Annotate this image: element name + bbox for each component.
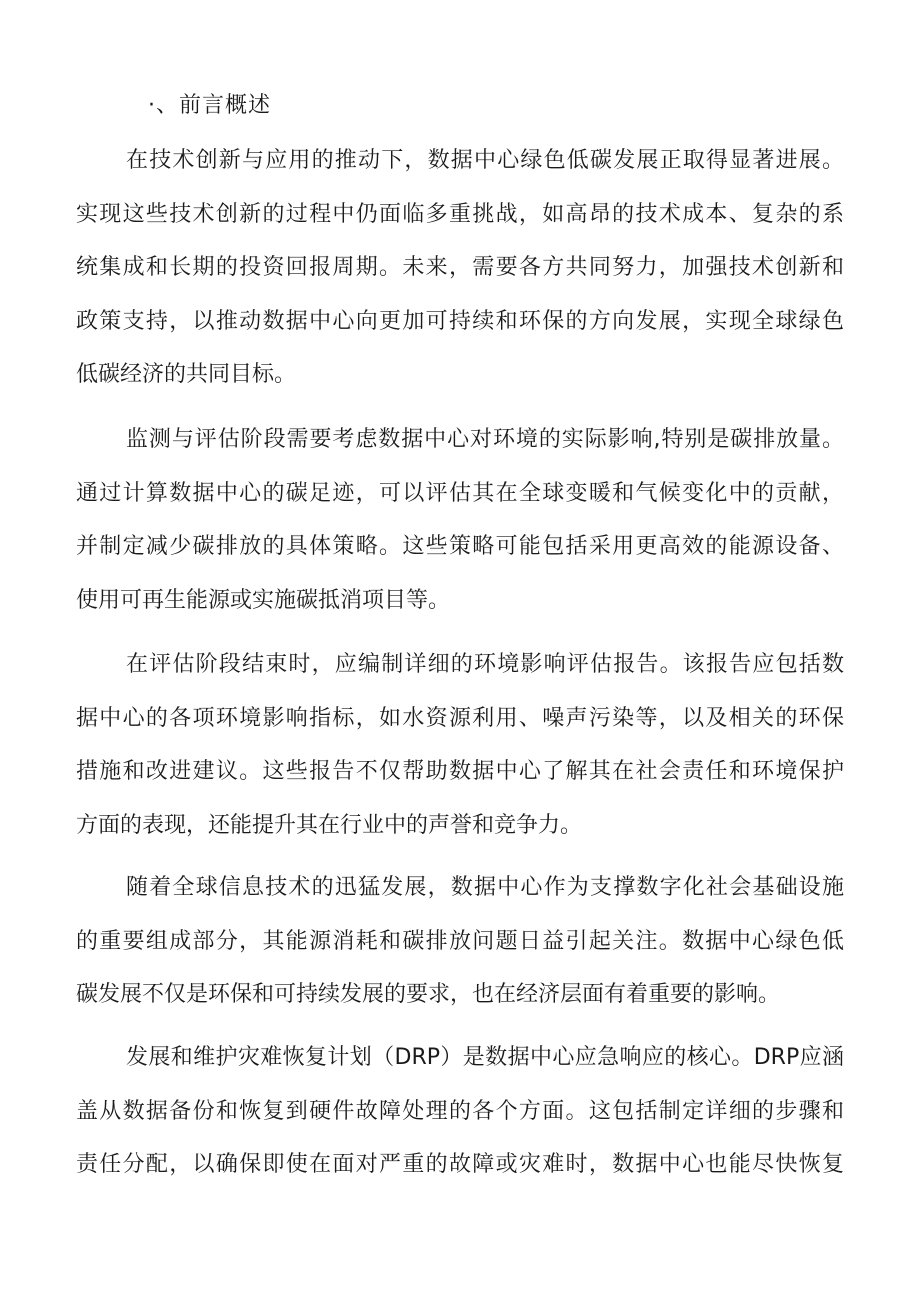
text-line: 的重要组成部分，其能源消耗和碳排放问题日益引起关注。数据中心绿色低 xyxy=(76,928,844,954)
text-line: 在技术创新与应用的推动下，数据中心绿色低碳发展正取得显著进展。 xyxy=(126,148,844,173)
text-line: 发展和维护灾难恢复计划（DRP）是数据中心应急响应的核心。DRP应涵 xyxy=(126,1045,844,1070)
paragraph-5 xyxy=(76,1040,844,1201)
paragraph-2 xyxy=(76,422,844,636)
text-line: 统集成和长期的投资回报周期。未来，需要各方共同努力，加强技术创新和 xyxy=(76,255,844,280)
text-line: 碳发展不仅是环保和可持续发展的要求，也在经济层面有着重要的影响。 xyxy=(76,982,781,1007)
paragraph-1 xyxy=(76,143,844,411)
text-line: 盖从数据备份和恢复到硬件故障处理的各个方面。这包括制定详细的步骤和 xyxy=(76,1098,844,1124)
text-line: 在评估阶段结束时，应编制详细的环境影响评估报告。该报告应包括数 xyxy=(126,652,844,677)
text-line: 使用可再生能源或实施碳抵消项目等。 xyxy=(76,587,451,613)
text-line: 实现这些技术创新的过程中仍面临多重挑战，如高昂的技术成本、复杂的系 xyxy=(76,201,844,227)
section-heading: ·、前言概述 xyxy=(148,93,271,118)
text-line: 并制定减少碳排放的具体策略。这些策略可能包括采用更高效的能源设备、 xyxy=(76,534,844,559)
paragraph-4 xyxy=(76,870,844,1031)
text-line: 据中心的各项环境影响指标，如水资源利用、噪声污染等，以及相关的环保 xyxy=(76,705,844,731)
text-line: 责任分配，以确保即使在面对严重的故障或灾难时，数据中心也能尽快恢复 xyxy=(76,1152,844,1177)
text-line: 随着全球信息技术的迅猛发展，数据中心作为支撑数字化社会基础设施 xyxy=(126,875,844,900)
paragraph-3 xyxy=(76,647,844,861)
text-line: 通过计算数据中心的碳足迹，可以评估其在全球变暖和气候变化中的贡献， xyxy=(76,480,844,506)
text-line: 低碳经济的共同目标。 xyxy=(76,362,297,387)
text-line: 监测与评估阶段需要考虑数据中心对环境的实际影响,特别是碳排放量。 xyxy=(126,427,844,452)
text-line: 政策支持，以推动数据中心向更加可持续和环保的方向发展，实现全球绿色 xyxy=(76,308,844,334)
text-line: 方面的表现，还能提升其在行业中的声誉和竞争力。 xyxy=(76,812,583,838)
text-line: 措施和改进建议。这些报告不仅帮助数据中心了解其在社会责任和环境保护 xyxy=(76,759,844,784)
